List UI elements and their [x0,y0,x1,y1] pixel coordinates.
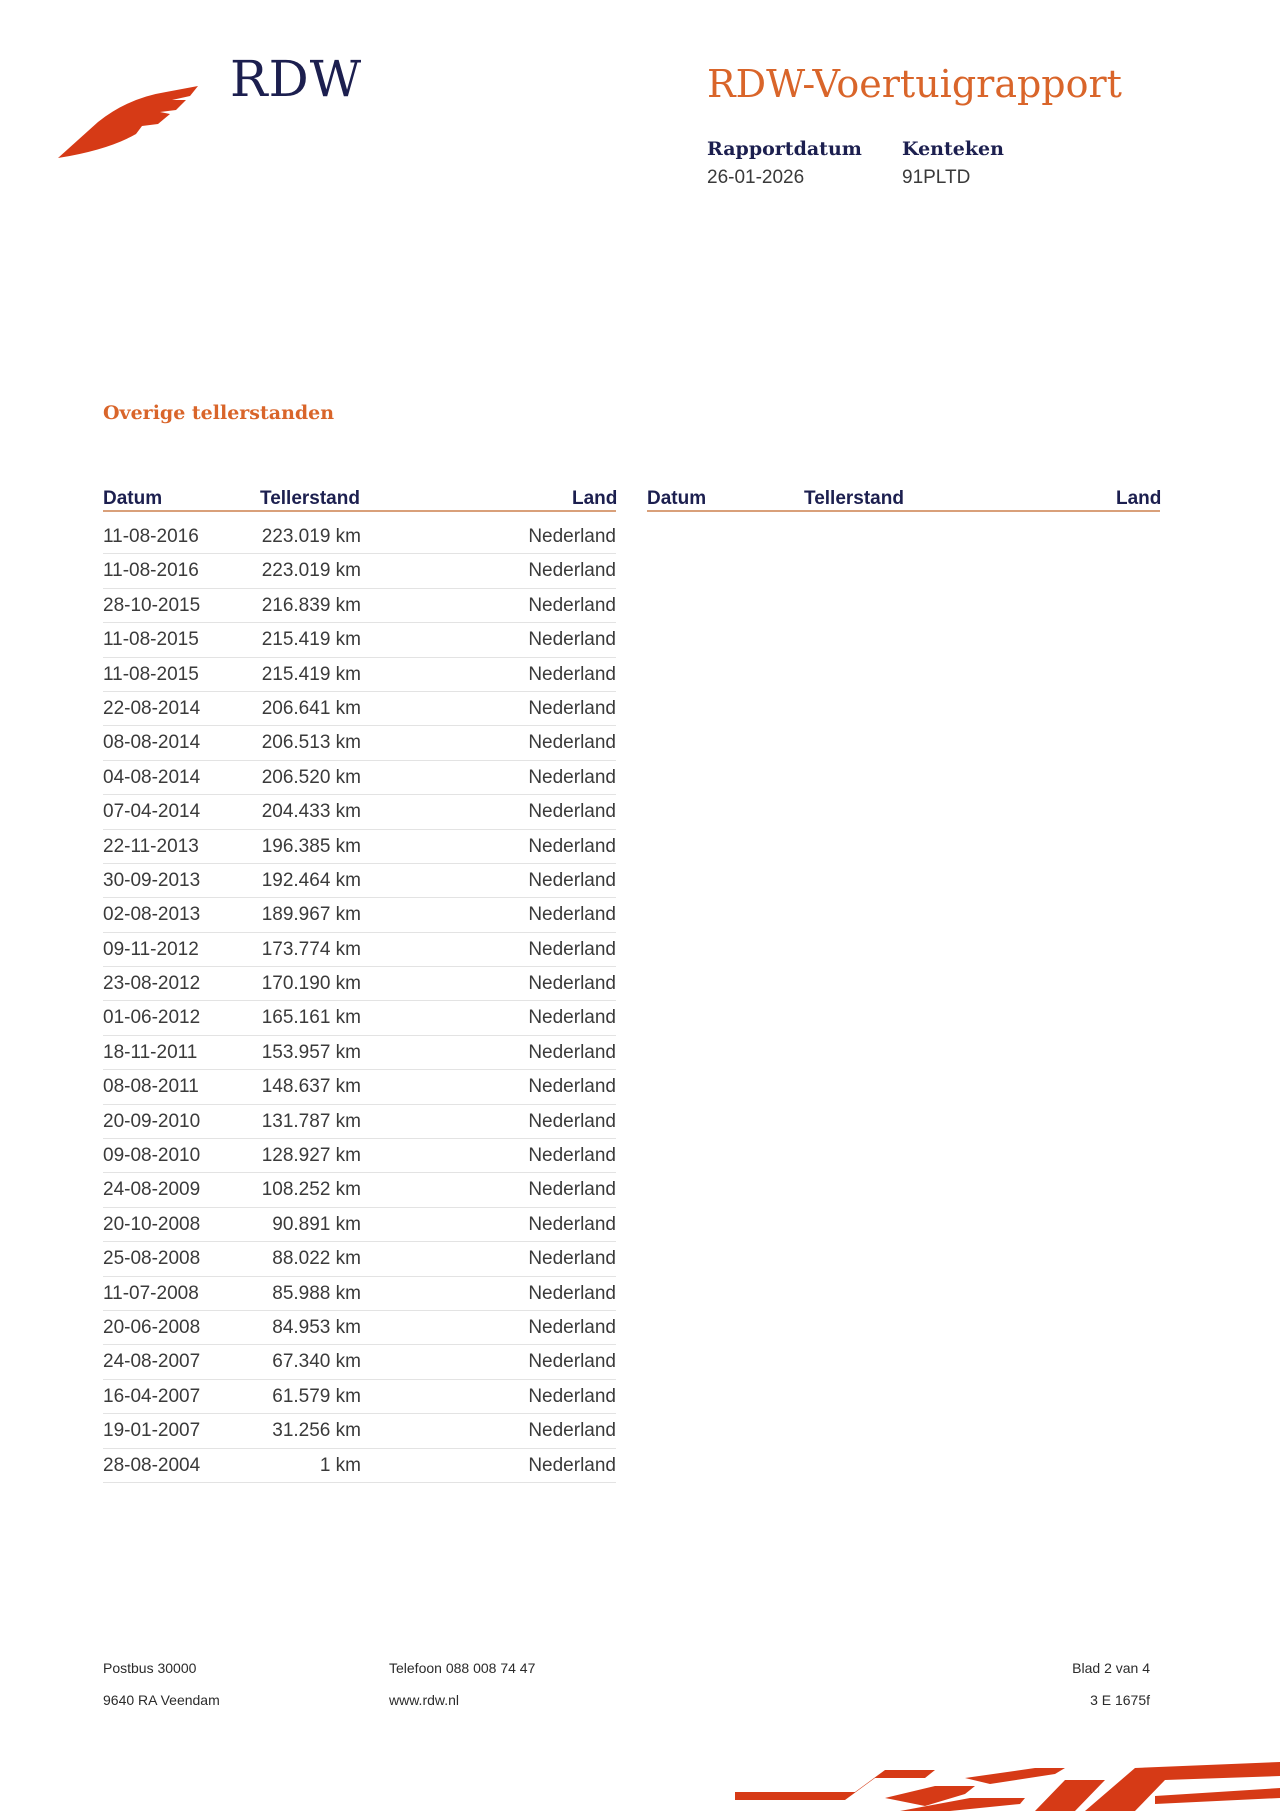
table-row [103,1449,616,1483]
row-tellerstand: 173.774 km [261,938,361,960]
row-datum: 08-08-2014 [103,732,201,754]
row-datum: 25-08-2008 [103,1248,201,1270]
row-tellerstand: 204.433 km [261,801,361,823]
row-datum: 11-08-2016 [103,526,199,547]
col-header-datum: Datum [103,488,163,509]
row-tellerstand: 196.385 km [261,835,361,857]
row-datum: 20-06-2008 [103,1316,201,1338]
col-header-land-right: Land [1116,488,1162,509]
table-row [103,795,616,829]
col-header-datum-right: Datum [647,488,707,509]
header-rule-left [103,510,616,512]
row-land: Nederland [528,1179,616,1201]
row-land: Nederland [528,938,616,960]
row-tellerstand: 165.161 km [261,1007,361,1029]
row-land: Nederland [528,904,616,926]
kenteken-label: Kenteken [902,138,1004,160]
footer-address: 9640 RA Veendam [103,1692,220,1708]
table-row [103,589,616,623]
row-tellerstand: 192.464 km [261,869,361,891]
row-tellerstand: 206.641 km [261,697,361,719]
table-row [103,898,616,932]
table-row [103,1277,616,1311]
table-row [103,1380,616,1414]
row-land: Nederland [528,629,616,651]
row-land: Nederland [528,1420,616,1442]
rapportdatum-value: 26-01-2026 [707,167,805,188]
row-land: Nederland [528,1213,616,1235]
row-tellerstand: 216.839 km [261,594,361,616]
row-land: Nederland [528,1454,616,1476]
footer-page: Blad 2 van 4 [1072,1660,1150,1676]
row-datum: 18-11-2011 [103,1041,198,1063]
table-row [103,726,616,760]
table-row [103,1414,616,1448]
table-row [103,692,616,726]
row-tellerstand: 85.988 km [272,1282,361,1304]
row-tellerstand: 148.637 km [261,1076,361,1098]
table-row [103,830,616,864]
footer-postbus: Postbus 30000 [103,1660,197,1676]
row-tellerstand: 90.891 km [272,1213,361,1235]
row-tellerstand: 223.019 km [261,560,361,582]
row-datum: 16-04-2007 [103,1385,201,1407]
footer-code: 3 E 1675f [1090,1692,1150,1708]
row-datum: 08-08-2011 [103,1076,199,1098]
row-datum: 09-08-2010 [103,1145,201,1167]
row-datum: 23-08-2012 [103,973,201,995]
table-row [103,1208,616,1242]
table-row [103,864,616,898]
odometer-table [103,520,616,1483]
row-datum: 28-08-2004 [103,1454,201,1476]
table-row [103,1001,616,1035]
row-land: Nederland [528,1145,616,1167]
row-land: Nederland [528,1351,616,1373]
table-row [103,1070,616,1104]
row-land: Nederland [528,594,616,616]
row-land: Nederland [528,697,616,719]
table-row [103,933,616,967]
rapportdatum-label: Rapportdatum [707,138,862,160]
row-tellerstand: 170.190 km [261,973,361,995]
col-header-tellerstand-right: Tellerstand [804,488,904,509]
row-datum: 24-08-2007 [103,1351,201,1373]
kenteken-value: 91PLTD [902,167,971,188]
row-datum: 22-08-2014 [103,697,201,719]
row-land: Nederland [528,663,616,685]
row-datum: 01-06-2012 [103,1007,201,1029]
table-row [103,554,616,588]
row-tellerstand: 215.419 km [261,663,361,685]
row-tellerstand: 61.579 km [272,1385,361,1407]
footer-telefoon: Telefoon 088 008 74 47 [389,1660,536,1676]
table-row [103,1105,616,1139]
table-row [103,1139,616,1173]
table-row [103,1036,616,1070]
row-tellerstand: 128.927 km [261,1145,361,1167]
table-row [103,1311,616,1345]
row-land: Nederland [528,801,616,823]
table-row [103,658,616,692]
row-land: Nederland [528,1041,616,1063]
table-row [103,520,616,554]
row-land: Nederland [528,1110,616,1132]
table-row [103,1173,616,1207]
section-title: Overige tellerstanden [103,402,335,424]
row-tellerstand: 223.019 km [261,526,361,547]
row-land: Nederland [528,1007,616,1029]
row-land: Nederland [528,1385,616,1407]
row-tellerstand: 189.967 km [261,904,361,926]
row-tellerstand: 206.513 km [261,732,361,754]
row-land: Nederland [528,732,616,754]
row-datum: 22-11-2013 [103,835,199,857]
row-tellerstand: 215.419 km [261,629,361,651]
row-land: Nederland [528,1282,616,1304]
row-datum: 11-08-2016 [103,560,199,582]
row-tellerstand: 67.340 km [272,1351,361,1373]
row-tellerstand: 108.252 km [261,1179,361,1201]
row-datum: 11-08-2015 [103,629,199,651]
row-land: Nederland [528,1076,616,1098]
row-tellerstand: 88.022 km [272,1248,361,1270]
table-row [103,1242,616,1276]
row-land: Nederland [528,835,616,857]
row-land: Nederland [528,869,616,891]
row-datum: 11-07-2008 [103,1282,199,1304]
row-land: Nederland [528,973,616,995]
row-land: Nederland [528,1316,616,1338]
row-datum: 24-08-2009 [103,1179,201,1201]
row-land: Nederland [528,1248,616,1270]
row-datum: 28-10-2015 [103,594,201,616]
row-datum: 07-04-2014 [103,801,201,823]
row-datum: 02-08-2013 [103,904,201,926]
col-header-tellerstand: Tellerstand [260,488,360,509]
footer-website[interactable]: www.rdw.nl [389,1692,460,1708]
table-row [103,761,616,795]
row-datum: 20-10-2008 [103,1213,201,1235]
table-row [103,623,616,657]
logo-text: RDW [230,50,363,108]
report-title: RDW-Voertuigrapport [707,62,1122,106]
row-datum: 11-08-2015 [103,663,199,685]
row-datum: 19-01-2007 [103,1420,201,1442]
row-tellerstand: 1 km [319,1454,361,1476]
row-tellerstand: 31.256 km [272,1420,361,1442]
header-rule-right [647,510,1160,512]
row-tellerstand: 153.957 km [261,1041,361,1063]
row-datum: 09-11-2012 [103,938,199,960]
row-land: Nederland [528,526,616,547]
row-tellerstand: 131.787 km [261,1110,361,1132]
row-datum: 20-09-2010 [103,1110,201,1132]
table-row [103,1345,616,1379]
decorative-stripes-icon [735,1758,1280,1811]
row-tellerstand: 84.953 km [272,1316,361,1338]
col-header-land: Land [572,488,618,509]
row-land: Nederland [528,560,616,582]
rdw-logo-icon [58,80,208,162]
row-datum: 30-09-2013 [103,869,201,891]
row-land: Nederland [528,766,616,788]
table-row [103,967,616,1001]
row-tellerstand: 206.520 km [261,766,361,788]
row-datum: 04-08-2014 [103,766,201,788]
